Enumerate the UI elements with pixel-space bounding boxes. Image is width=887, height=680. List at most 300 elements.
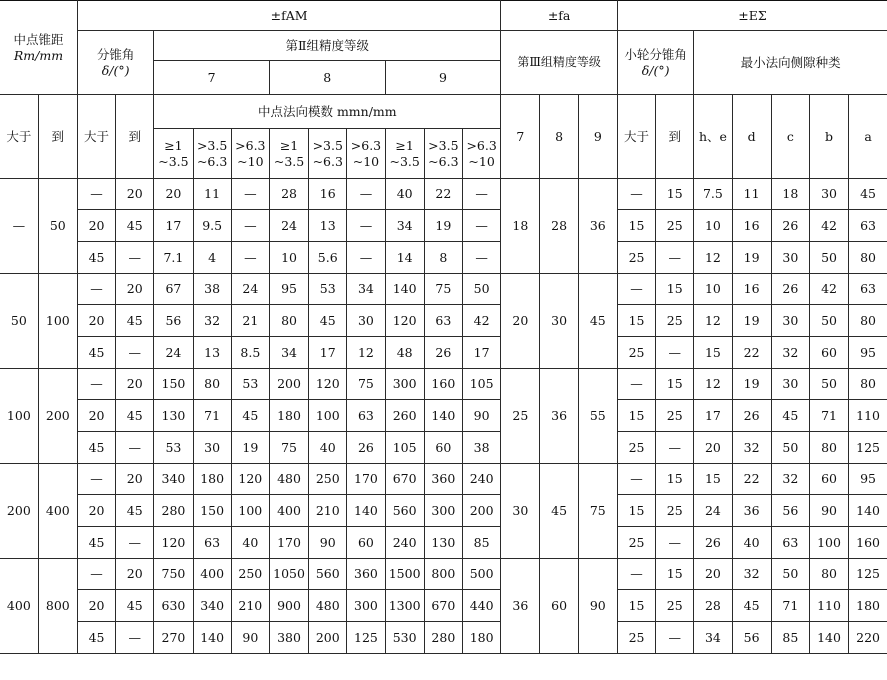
clearance-type-b: b: [809, 95, 848, 179]
fa-value: 45: [540, 464, 578, 559]
backlash-value: 45: [771, 400, 809, 432]
backlash-value: 140: [809, 622, 848, 654]
fa-value: 30: [501, 464, 540, 559]
cone-distance-from: —: [0, 179, 38, 274]
table-row: [0, 369, 887, 400]
fa-value: 25: [501, 369, 540, 464]
small-angle-from: 25: [617, 242, 655, 274]
fam-value: 670: [424, 590, 462, 622]
fam-value: 40: [231, 527, 269, 559]
fam-value: 30: [347, 305, 385, 337]
fam-value: 5.6: [309, 242, 347, 274]
fam-value: 38: [462, 432, 500, 464]
fam-value: 240: [385, 527, 424, 559]
angle-to-header: 到: [116, 95, 154, 179]
backlash-value: 80: [849, 369, 887, 400]
cone-distance-from: 400: [0, 559, 38, 654]
backlash-value: 26: [771, 274, 809, 305]
fam-value: 56: [154, 305, 193, 337]
fam-value: 75: [347, 369, 385, 400]
small-angle-from: 25: [617, 622, 655, 654]
backlash-value: 28: [694, 590, 732, 622]
grade2-header: 第Ⅱ组精度等级: [154, 31, 501, 61]
backlash-value: 60: [809, 337, 848, 369]
module-range-cell: [309, 129, 347, 179]
cone-angle-from: 20: [77, 590, 115, 622]
grade-level-8: 8: [269, 61, 385, 95]
small-angle-from: 15: [617, 210, 655, 242]
fa-group-header: ±fa: [501, 1, 618, 31]
fam-value: 300: [385, 369, 424, 400]
small-angle-to: 15: [656, 464, 694, 495]
backlash-value: 125: [849, 432, 887, 464]
table-row: [0, 210, 887, 242]
fam-value: 95: [269, 274, 308, 305]
table-row: [0, 590, 887, 622]
backlash-value: 24: [694, 495, 732, 527]
fam-value: 200: [309, 622, 347, 654]
range-gt-header: 大于: [0, 95, 38, 179]
cone-angle-to: 20: [116, 559, 154, 590]
fam-value: 120: [231, 464, 269, 495]
fam-value: 280: [424, 622, 462, 654]
fa-value: 36: [578, 179, 617, 274]
fam-value: 670: [385, 464, 424, 495]
backlash-value: 80: [809, 559, 848, 590]
fam-value: 300: [424, 495, 462, 527]
backlash-value: 160: [849, 527, 887, 559]
backlash-value: 45: [732, 590, 771, 622]
module-range-to: ~10: [352, 153, 380, 169]
grade3-header: 第Ⅲ组精度等级: [501, 31, 618, 95]
fa-grade-9: 9: [578, 95, 617, 179]
module-range-to: ~3.5: [389, 153, 420, 169]
small-angle-from: 15: [617, 590, 655, 622]
cone-angle-to: —: [116, 527, 154, 559]
grade-level-9: 9: [385, 61, 501, 95]
fa-value: 30: [540, 274, 578, 369]
fam-value: 19: [231, 432, 269, 464]
backlash-value: 22: [732, 337, 771, 369]
clearance-type-a: a: [849, 95, 887, 179]
backlash-value: 71: [809, 400, 848, 432]
backlash-value: 30: [771, 242, 809, 274]
cone-angle-to: 45: [116, 590, 154, 622]
fam-value: 105: [385, 432, 424, 464]
fam-value: —: [231, 242, 269, 274]
fam-value: —: [231, 210, 269, 242]
small-angle-to: 15: [656, 369, 694, 400]
cone-angle-from: 20: [77, 305, 115, 337]
fam-value: 1050: [269, 559, 308, 590]
cone-distance-from: 100: [0, 369, 38, 464]
small-angle-gt-header: 大于: [617, 95, 655, 179]
backlash-value: 125: [849, 559, 887, 590]
table-row: [0, 464, 887, 495]
small-angle-to: 25: [656, 495, 694, 527]
fam-value: 200: [269, 369, 308, 400]
fam-value: 26: [347, 432, 385, 464]
fam-value: 100: [231, 495, 269, 527]
cone-angle-from: —: [77, 369, 115, 400]
cone-angle-from: 45: [77, 432, 115, 464]
backlash-value: 26: [732, 400, 771, 432]
module-range-from: >3.5: [196, 137, 228, 153]
backlash-value: 110: [809, 590, 848, 622]
fam-value: —: [347, 242, 385, 274]
fam-value: 16: [309, 179, 347, 210]
fam-value: 34: [385, 210, 424, 242]
backlash-value: 56: [771, 495, 809, 527]
backlash-value: 32: [771, 337, 809, 369]
cone-distance-from: 200: [0, 464, 38, 559]
fam-value: 210: [309, 495, 347, 527]
fam-value: 340: [193, 590, 231, 622]
table-row: [0, 242, 887, 274]
fam-value: 63: [347, 400, 385, 432]
small-angle-to: —: [656, 432, 694, 464]
backlash-value: 42: [809, 210, 848, 242]
cone-distance-to: 400: [38, 464, 77, 559]
backlash-value: 34: [694, 622, 732, 654]
backlash-value: 40: [732, 527, 771, 559]
cone-angle-from: 45: [77, 242, 115, 274]
fam-value: 130: [424, 527, 462, 559]
small-angle-from: 15: [617, 305, 655, 337]
fam-value: 85: [462, 527, 500, 559]
fam-value: 17: [154, 210, 193, 242]
fam-value: 560: [309, 559, 347, 590]
fam-value: 80: [269, 305, 308, 337]
module-range-from: >6.3: [235, 137, 266, 153]
backlash-value: 32: [732, 432, 771, 464]
small-angle-from: —: [617, 274, 655, 305]
fam-value: 32: [193, 305, 231, 337]
fa-value: 60: [540, 559, 578, 654]
fam-value: 8: [424, 242, 462, 274]
fam-value: 53: [309, 274, 347, 305]
fam-value: 170: [269, 527, 308, 559]
clearance-type-c: c: [771, 95, 809, 179]
module-header: 中点法向模数 mmn/mm: [154, 95, 501, 129]
fam-value: 340: [154, 464, 193, 495]
fam-value: 19: [424, 210, 462, 242]
backlash-value: 50: [809, 369, 848, 400]
fam-value: 440: [462, 590, 500, 622]
fa-value: 18: [501, 179, 540, 274]
cone-distance-header: [0, 1, 77, 95]
small-angle-from: —: [617, 464, 655, 495]
module-range-to: ~6.3: [428, 153, 459, 169]
cone-angle-to: 45: [116, 400, 154, 432]
fam-value: 60: [347, 527, 385, 559]
fam-value: 45: [231, 400, 269, 432]
fam-value: 400: [269, 495, 308, 527]
backlash-value: 100: [809, 527, 848, 559]
fam-value: 90: [231, 622, 269, 654]
backlash-value: 180: [849, 590, 887, 622]
module-range-from: >3.5: [428, 137, 459, 153]
cone-angle-to: 45: [116, 210, 154, 242]
small-angle-to: —: [656, 242, 694, 274]
small-wheel-angle-header: [617, 31, 693, 95]
fam-value: 260: [385, 400, 424, 432]
module-range-from: >6.3: [350, 137, 382, 153]
fam-value: 40: [309, 432, 347, 464]
fam-value: 40: [385, 179, 424, 210]
fa-value: 20: [501, 274, 540, 369]
fam-value: 75: [424, 274, 462, 305]
module-range-cell: [193, 129, 231, 179]
table-row: [0, 274, 887, 305]
fam-value: 80: [193, 369, 231, 400]
backlash-value: 50: [771, 432, 809, 464]
backlash-value: 71: [771, 590, 809, 622]
module-range-from: ≥1: [279, 137, 299, 153]
fam-value: 20: [154, 179, 193, 210]
backlash-value: 20: [694, 432, 732, 464]
fam-value: 140: [385, 274, 424, 305]
cone-angle-to: 20: [116, 179, 154, 210]
fam-value: 90: [309, 527, 347, 559]
small-wheel-angle-unit: δ/(°): [641, 62, 670, 78]
backlash-value: 18: [771, 179, 809, 210]
fam-value: 140: [193, 622, 231, 654]
backlash-value: 16: [732, 210, 771, 242]
fam-value: —: [347, 179, 385, 210]
backlash-value: 95: [849, 464, 887, 495]
fam-value: 1500: [385, 559, 424, 590]
backlash-value: 80: [809, 432, 848, 464]
fam-value: 480: [269, 464, 308, 495]
backlash-value: 30: [809, 179, 848, 210]
cone-angle-to: 20: [116, 369, 154, 400]
small-angle-from: 25: [617, 527, 655, 559]
small-angle-from: 15: [617, 495, 655, 527]
module-range-cell: [424, 129, 462, 179]
fa-value: 90: [578, 559, 617, 654]
module-range-cell: [154, 129, 193, 179]
fam-value: 160: [424, 369, 462, 400]
fam-value: 250: [309, 464, 347, 495]
fam-value: 53: [231, 369, 269, 400]
cone-angle-to: 45: [116, 305, 154, 337]
cone-angle-to: 20: [116, 274, 154, 305]
fam-value: 150: [154, 369, 193, 400]
module-range-from: ≥1: [395, 137, 414, 153]
angle-gt-header: 大于: [77, 95, 115, 179]
cone-distance-to: 50: [38, 179, 77, 274]
backlash-value: 63: [849, 274, 887, 305]
small-angle-to: 25: [656, 305, 694, 337]
backlash-value: 11: [732, 179, 771, 210]
cone-angle-from: —: [77, 179, 115, 210]
fam-value: 22: [424, 179, 462, 210]
backlash-value: 10: [694, 210, 732, 242]
module-range-cell: [462, 129, 500, 179]
fam-value: 120: [385, 305, 424, 337]
backlash-value: 140: [849, 495, 887, 527]
fam-value: 900: [269, 590, 308, 622]
fam-value: 120: [309, 369, 347, 400]
fam-value: 63: [424, 305, 462, 337]
cone-angle-label: 分锥角: [96, 46, 135, 62]
backlash-value: 16: [732, 274, 771, 305]
fam-value: 45: [309, 305, 347, 337]
backlash-value: 12: [694, 369, 732, 400]
cone-angle-to: —: [116, 432, 154, 464]
module-range-cell: [231, 129, 269, 179]
fam-value: 13: [193, 337, 231, 369]
backlash-value: 50: [771, 559, 809, 590]
fam-value: 38: [193, 274, 231, 305]
backlash-value: 80: [849, 305, 887, 337]
cone-angle-to: 45: [116, 495, 154, 527]
module-range-to: ~6.3: [312, 153, 343, 169]
module-range-cell: [347, 129, 385, 179]
small-angle-to: 25: [656, 590, 694, 622]
backlash-value: 15: [694, 337, 732, 369]
cone-distance-to: 100: [38, 274, 77, 369]
fam-value: —: [462, 210, 500, 242]
backlash-value: 17: [694, 400, 732, 432]
backlash-value: 19: [732, 305, 771, 337]
backlash-value: 42: [809, 274, 848, 305]
clearance-type-he: h、e: [694, 95, 732, 179]
small-angle-from: 25: [617, 337, 655, 369]
e-group-header: ±EΣ: [617, 1, 887, 31]
fam-value: 105: [462, 369, 500, 400]
small-angle-to-header: 到: [656, 95, 694, 179]
fam-value: 53: [154, 432, 193, 464]
module-range-to: ~10: [237, 153, 264, 169]
backlash-value: 19: [732, 242, 771, 274]
module-range-to: ~3.5: [273, 153, 305, 169]
fam-value: 7.1: [154, 242, 193, 274]
module-range-cell: [385, 129, 424, 179]
backlash-value: 63: [849, 210, 887, 242]
fam-value: 100: [309, 400, 347, 432]
fam-value: 8.5: [231, 337, 269, 369]
cone-angle-to: —: [116, 622, 154, 654]
table-row: [0, 622, 887, 654]
backlash-value: 10: [694, 274, 732, 305]
backlash-value: 220: [849, 622, 887, 654]
backlash-value: 63: [771, 527, 809, 559]
fam-value: 4: [193, 242, 231, 274]
range-to-header: 到: [38, 95, 77, 179]
table-row: [0, 305, 887, 337]
fam-value: —: [347, 210, 385, 242]
fam-value: 24: [269, 210, 308, 242]
fam-value: 270: [154, 622, 193, 654]
module-range-to: ~3.5: [158, 153, 189, 169]
fam-value: 360: [424, 464, 462, 495]
fam-value: 1300: [385, 590, 424, 622]
module-range-cell: [269, 129, 308, 179]
fam-value: 250: [231, 559, 269, 590]
small-angle-to: 15: [656, 179, 694, 210]
fam-value: 11: [193, 179, 231, 210]
module-range-from: >6.3: [466, 137, 497, 153]
module-range-to: ~10: [468, 153, 495, 169]
cone-angle-from: —: [77, 559, 115, 590]
fam-value: 800: [424, 559, 462, 590]
small-angle-from: —: [617, 179, 655, 210]
fam-value: 13: [309, 210, 347, 242]
fam-value: 360: [347, 559, 385, 590]
fam-value: —: [231, 179, 269, 210]
table-row: [0, 527, 887, 559]
table-row: [0, 432, 887, 464]
fam-value: 71: [193, 400, 231, 432]
fam-value: 26: [424, 337, 462, 369]
fam-value: 180: [269, 400, 308, 432]
backlash-value: 30: [771, 369, 809, 400]
fam-value: 140: [424, 400, 462, 432]
cone-angle-to: —: [116, 337, 154, 369]
fam-group-header: ±fAM: [77, 1, 500, 31]
small-angle-from: —: [617, 369, 655, 400]
backlash-value: 60: [809, 464, 848, 495]
small-angle-to: 25: [656, 400, 694, 432]
fam-value: 30: [193, 432, 231, 464]
module-range-from: ≥1: [164, 137, 183, 153]
fam-value: 17: [309, 337, 347, 369]
fam-value: 180: [462, 622, 500, 654]
small-angle-to: 15: [656, 274, 694, 305]
backlash-value: 95: [849, 337, 887, 369]
fam-value: 530: [385, 622, 424, 654]
fam-value: 140: [347, 495, 385, 527]
fam-value: 300: [347, 590, 385, 622]
backlash-value: 19: [732, 369, 771, 400]
backlash-value: 36: [732, 495, 771, 527]
small-angle-to: —: [656, 337, 694, 369]
backlash-value: 90: [809, 495, 848, 527]
cone-angle-to: —: [116, 242, 154, 274]
fam-value: 125: [347, 622, 385, 654]
fam-value: 67: [154, 274, 193, 305]
backlash-value: 15: [694, 464, 732, 495]
backlash-value: 26: [771, 210, 809, 242]
module-range-to: ~6.3: [196, 153, 228, 169]
fam-value: 42: [462, 305, 500, 337]
fa-grade-8: 8: [540, 95, 578, 179]
fam-value: —: [462, 242, 500, 274]
cone-angle-from: 45: [77, 622, 115, 654]
backlash-value: 12: [694, 242, 732, 274]
fam-value: 750: [154, 559, 193, 590]
backlash-value: 50: [809, 242, 848, 274]
cone-angle-from: 45: [77, 527, 115, 559]
backlash-value: 56: [732, 622, 771, 654]
backlash-value: 80: [849, 242, 887, 274]
fam-value: 130: [154, 400, 193, 432]
table-row: [0, 400, 887, 432]
backlash-value: 26: [694, 527, 732, 559]
fam-value: 48: [385, 337, 424, 369]
cone-angle-to: 20: [116, 464, 154, 495]
fam-value: —: [462, 179, 500, 210]
fam-value: 210: [231, 590, 269, 622]
cone-distance-label: 中点锥距: [13, 31, 64, 47]
fam-value: 75: [269, 432, 308, 464]
cone-distance-to: 200: [38, 369, 77, 464]
fam-value: 280: [154, 495, 193, 527]
fam-value: 34: [347, 274, 385, 305]
cone-distance-unit: Rm/mm: [13, 47, 64, 63]
